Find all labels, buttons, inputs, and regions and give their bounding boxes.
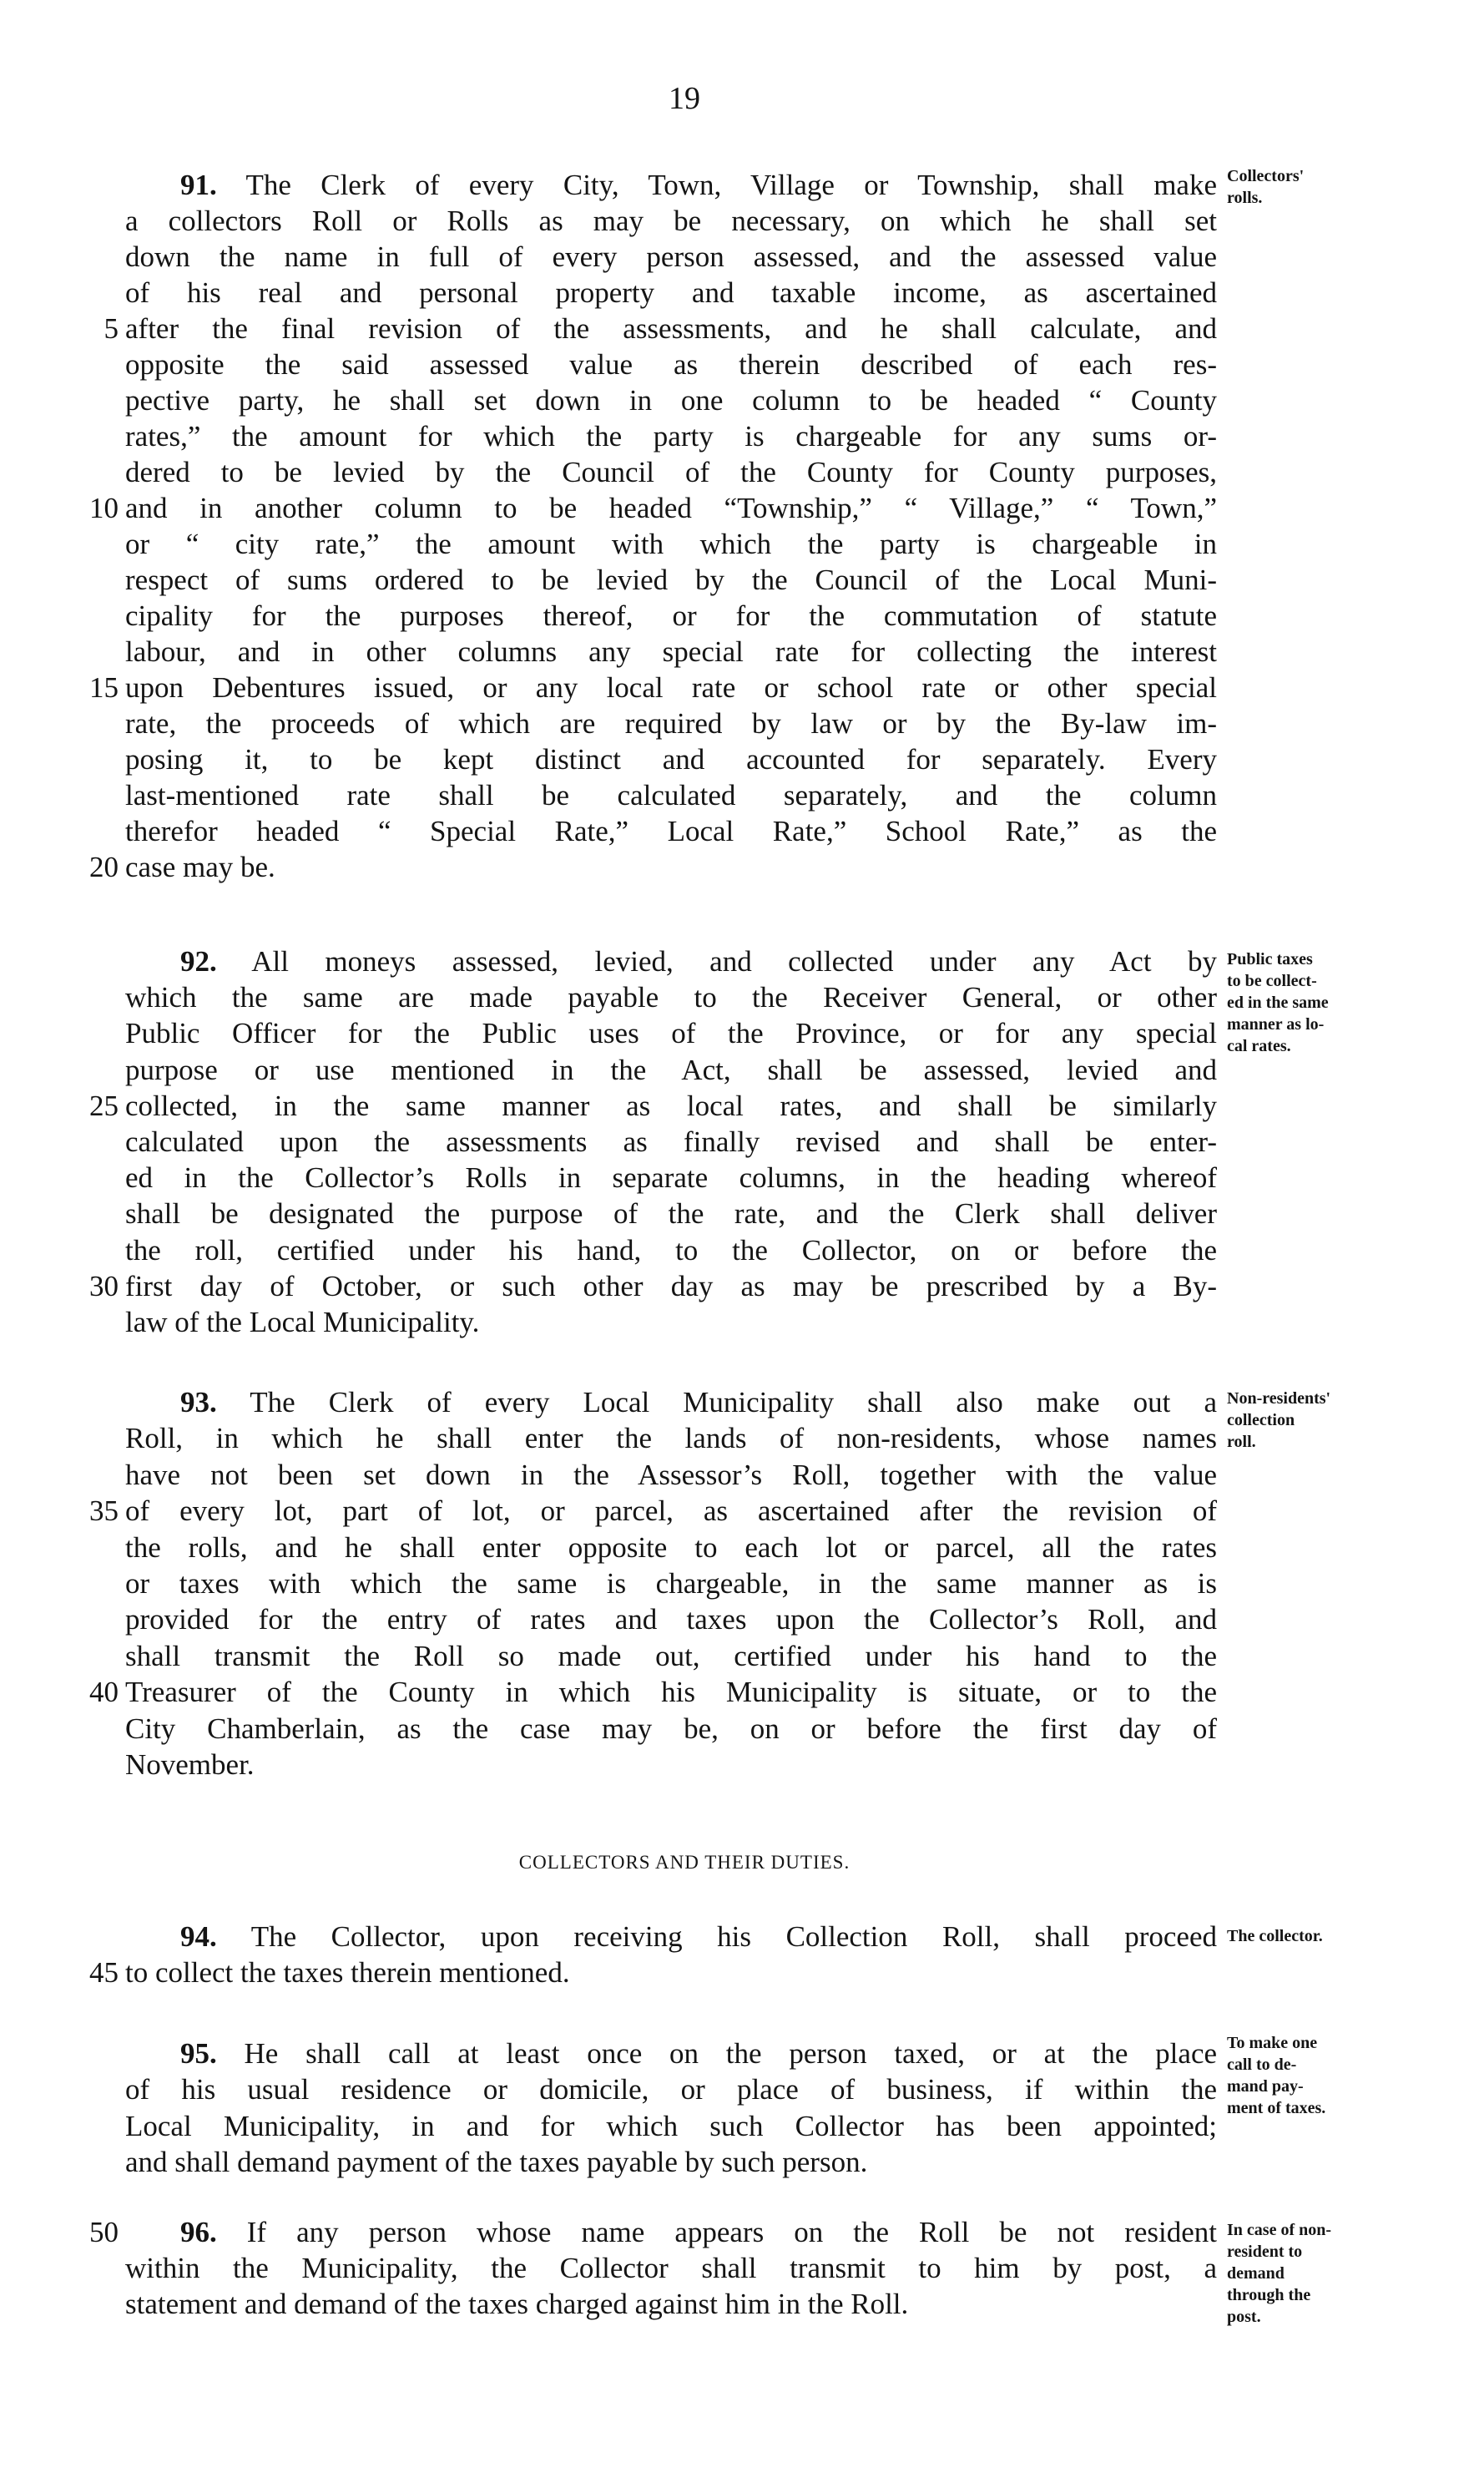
margin-note-line: To make one: [1227, 2034, 1318, 2052]
line-text: the rolls, and he shall enter opposite to each lot or parcel, all the rates: [125, 1530, 1217, 1564]
line-text: therefor headed “ Special Rate,” Local Rate,” School Rate,” as the: [125, 815, 1217, 847]
line-text: which the same are made payable to the Receiver General, or other: [125, 981, 1217, 1014]
margin-note-line: cal rates.: [1227, 1037, 1291, 1055]
line-number: 10: [89, 492, 119, 524]
line-text: last-mentioned rate shall be calculated separately, and the column: [125, 779, 1217, 812]
line-number: 35: [89, 1494, 119, 1528]
line-text: Roll, in which he shall enter the lands of non-residents, whose names: [125, 1422, 1217, 1455]
text-line: [125, 1234, 1217, 1267]
text-line: [125, 2110, 1217, 2143]
margin-note: [1227, 2219, 1360, 2328]
line-text: shall be designated the purpose of the rate, and the Clerk shall deliver: [125, 1197, 1217, 1231]
line-text: Treasurer of the County in which his Municipality is situate, or to the: [125, 1676, 1217, 1709]
text-line: [125, 2073, 1217, 2106]
text-line: [125, 981, 1217, 1014]
text-line: [125, 528, 1217, 561]
line-text: purpose or use mentioned in the Act, shall be assessed, levied and: [125, 1053, 1217, 1086]
text-line: [125, 2288, 1217, 2321]
section-number: 96.: [180, 2216, 217, 2248]
text-line: [180, 2216, 1217, 2249]
text-line: [125, 851, 1217, 884]
margin-note: [1227, 1925, 1360, 1947]
section-heading: COLLECTORS AND THEIR DUTIES.: [518, 1852, 851, 1873]
text-line: [125, 1567, 1217, 1601]
line-number: 25: [89, 1089, 119, 1122]
text-line: [125, 492, 1217, 525]
line-text: the roll, certified under his hand, to the Collector, on or before the: [125, 1233, 1217, 1267]
text-line: [125, 276, 1217, 310]
text-line: [125, 1197, 1217, 1231]
text-line: [180, 169, 1217, 202]
margin-note-line: demand: [1227, 2264, 1285, 2283]
text-line: [180, 945, 1217, 979]
text-line: [125, 1125, 1217, 1159]
text-line: [125, 1531, 1217, 1565]
text-line: [125, 1956, 1217, 1990]
text-line: [125, 1494, 1217, 1528]
margin-note-line: rolls.: [1227, 189, 1263, 207]
line-text: or taxes with which the same is chargeable, in the same manner as is: [125, 1567, 1217, 1600]
text-line: [125, 1270, 1217, 1303]
text-line: [125, 1712, 1217, 1746]
margin-note-line: collection: [1227, 1411, 1295, 1429]
text-line: [125, 384, 1217, 417]
line-number: 45: [89, 1956, 119, 1989]
margin-note-line: Collectors': [1227, 167, 1305, 185]
line-text: shall transmit the Roll so made out, certified under his hand to the: [125, 1639, 1217, 1672]
margin-note-line: through the: [1227, 2286, 1311, 2304]
line-text: upon Debentures issued, or any local rate or school rate or other special: [125, 671, 1217, 704]
line-number: 50: [89, 2216, 119, 2248]
margin-note-line: ed in the same: [1227, 994, 1329, 1012]
line-text: November.: [125, 1748, 255, 1781]
line-text: after the final revision of the assessments, and he shall calculate, and: [125, 312, 1217, 345]
margin-note-line: roll.: [1227, 1433, 1256, 1451]
margin-note-line: resident to: [1227, 2243, 1303, 2261]
text-line: [125, 2252, 1217, 2285]
line-text: a collectors Roll or Rolls as may be necessary, on which he shall set: [125, 205, 1217, 237]
line-text: If any person whose name appears on the Roll be not resident: [246, 2216, 1217, 2248]
line-text: collected, in the same manner as local rates, and shall be similarly: [125, 1089, 1217, 1122]
margin-note-line: post.: [1227, 2308, 1261, 2326]
section-number: 91.: [180, 169, 217, 201]
line-number: 15: [89, 671, 119, 704]
line-number: 40: [89, 1676, 119, 1709]
line-number: 5: [103, 312, 119, 345]
margin-note-line: manner as lo-: [1227, 1015, 1325, 1034]
margin-note-line: mand pay-: [1227, 2077, 1304, 2096]
page-number: 19: [669, 81, 700, 116]
line-text: labour, and in other columns any special rate for collecting the interest: [125, 635, 1217, 668]
text-line: [125, 1306, 1217, 1339]
text-line: [125, 815, 1217, 848]
text-line: [125, 779, 1217, 812]
margin-note-line: Public taxes: [1227, 950, 1313, 968]
text-line: [180, 2037, 1217, 2071]
line-text: cipality for the purposes thereof, or for the commutation of statute: [125, 599, 1217, 632]
text-line: [125, 599, 1217, 633]
text-line: [125, 312, 1217, 346]
text-line: [125, 420, 1217, 453]
line-text: or “ city rate,” the amount with which the party is chargeable in: [125, 528, 1217, 560]
line-text: opposite the said assessed value as therein described of each res-: [125, 348, 1217, 381]
line-text: to collect the taxes therein mentioned.: [125, 1956, 570, 1989]
line-text: rate, the proceeds of which are required by law or by the By-law im-: [125, 707, 1217, 740]
line-text: respect of sums ordered to be levied by the Council of the Local Muni-: [125, 564, 1217, 596]
line-text: down the name in full of every person assessed, and the assessed value: [125, 240, 1217, 273]
line-text: All moneys assessed, levied, and collected under any Act by: [251, 945, 1217, 978]
margin-note-line: The collector.: [1227, 1927, 1323, 1945]
line-text: statement and demand of the taxes charged against him in the Roll.: [125, 2288, 909, 2320]
line-text: The Clerk of every Local Municipality shall also make out a: [250, 1386, 1217, 1418]
line-text: rates,” the amount for which the party is chargeable for any sums or-: [125, 420, 1217, 453]
line-text: He shall call at least once on the person taxed, or at the place: [244, 2037, 1218, 2070]
text-line: [125, 1640, 1217, 1673]
text-line: [125, 205, 1217, 238]
text-line: [125, 1422, 1217, 1455]
line-text: case may be.: [125, 851, 275, 883]
section-number: 94.: [180, 1920, 217, 1953]
line-text: of every lot, part of lot, or parcel, as ascertained after the revision of: [125, 1494, 1217, 1528]
text-line: [125, 348, 1217, 382]
line-text: Public Officer for the Public uses of the Province, or for any special: [125, 1017, 1217, 1050]
text-line: [125, 1459, 1217, 1492]
margin-note-line: ment of taxes.: [1227, 2099, 1326, 2117]
section-number: 95.: [180, 2037, 217, 2070]
margin-note-line: call to de-: [1227, 2056, 1297, 2074]
line-text: and shall demand payment of the taxes payable by such person.: [125, 2145, 868, 2178]
line-text: posing it, to be kept distinct and accounted for separately. Every: [125, 743, 1217, 776]
text-line: [125, 743, 1217, 776]
text-line: [125, 1676, 1217, 1709]
line-text: law of the Local Municipality.: [125, 1306, 480, 1338]
text-line: [125, 707, 1217, 741]
margin-note: [1227, 165, 1360, 209]
text-line: [180, 1386, 1217, 1419]
line-text: ed in the Collector’s Rolls in separate columns, in the heading whereof: [125, 1161, 1217, 1195]
text-line: [125, 240, 1217, 274]
line-text: The Collector, upon receiving his Collection Roll, shall proceed: [250, 1920, 1217, 1953]
line-number: 30: [89, 1269, 119, 1302]
text-line: [125, 1748, 1217, 1782]
line-text: Local Municipality, in and for which such Collector has been appointed;: [125, 2109, 1217, 2142]
text-line: [125, 564, 1217, 597]
line-text: within the Municipality, the Collector shall transmit to him by post, a: [125, 2252, 1217, 2284]
text-line: [125, 635, 1217, 669]
margin-note-line: In case of non-: [1227, 2221, 1332, 2239]
line-text: have not been set down in the Assessor’s Roll, together with the value: [125, 1458, 1217, 1491]
line-text: dered to be levied by the Council of the County for County purposes,: [125, 456, 1217, 488]
margin-note: [1227, 948, 1360, 1057]
text-line: [125, 671, 1217, 705]
section-number: 93.: [180, 1386, 217, 1418]
line-text: and in another column to be headed “Township,” “ Village,” “ Town,”: [125, 492, 1217, 524]
text-line: [125, 1017, 1217, 1050]
text-line: [180, 1920, 1217, 1954]
text-line: [125, 1161, 1217, 1195]
line-text: of his usual residence or domicile, or place of business, if within the: [125, 2073, 1217, 2106]
section-number: 92.: [180, 945, 217, 978]
text-line: [125, 456, 1217, 489]
margin-note-line: to be collect-: [1227, 972, 1317, 990]
line-text: The Clerk of every City, Town, Village or Township, shall make: [245, 169, 1217, 201]
line-text: first day of October, or such other day as may be prescribed by a By-: [125, 1269, 1217, 1302]
margin-note: [1227, 2032, 1360, 2119]
text-line: [125, 2146, 1217, 2179]
line-text: calculated upon the assessments as finally revised and shall be enter-: [125, 1125, 1217, 1158]
line-text: City Chamberlain, as the case may be, on or before the first day of: [125, 1712, 1217, 1745]
margin-note-line: Non-residents': [1227, 1389, 1331, 1408]
line-number: 20: [89, 851, 119, 883]
margin-note: [1227, 1388, 1360, 1453]
line-text: of his real and personal property and taxable income, as ascertained: [125, 276, 1217, 309]
text-line: [125, 1603, 1217, 1636]
text-line: [125, 1090, 1217, 1123]
line-text: provided for the entry of rates and taxes upon the Collector’s Roll, and: [125, 1603, 1217, 1636]
line-text: pective party, he shall set down in one column to be headed “ County: [125, 384, 1217, 417]
text-line: [125, 1054, 1217, 1087]
